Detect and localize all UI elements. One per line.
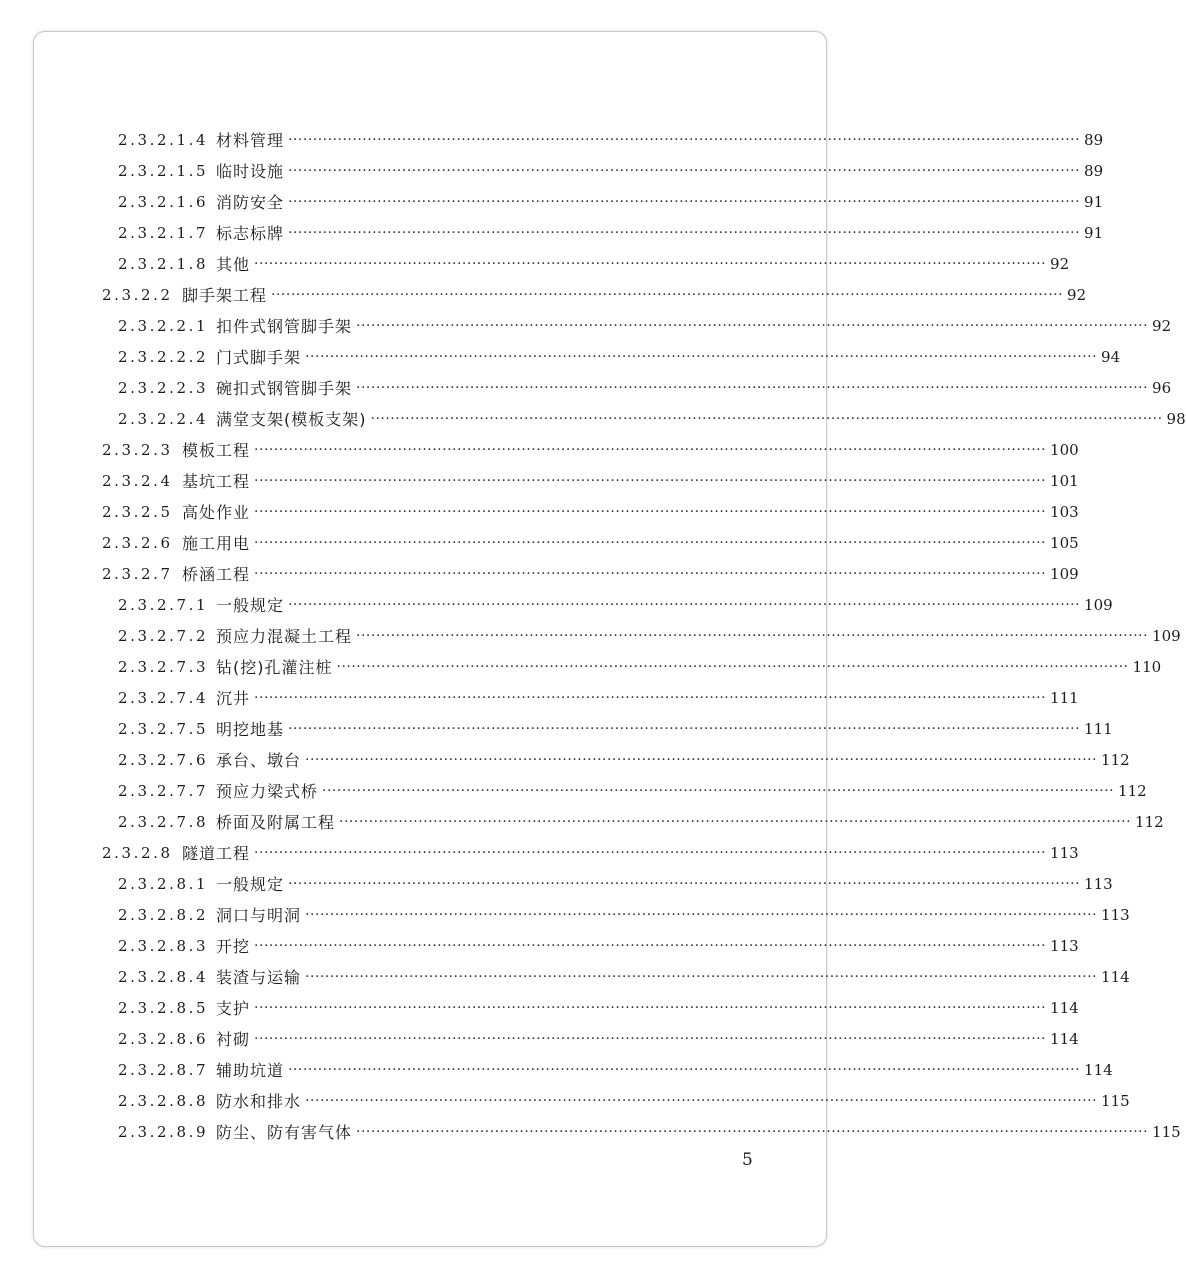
dot-leader: ································································································································································ bbox=[288, 193, 1081, 210]
dot-leader: ································································································································································ bbox=[254, 999, 1047, 1016]
toc-entry-page: 89 bbox=[1084, 130, 1104, 149]
toc-entry-number: 2.3.2.8.2 bbox=[118, 905, 209, 924]
toc-entry-page: 89 bbox=[1084, 161, 1104, 180]
toc-entry-title: 防水和排水 bbox=[216, 1092, 302, 1111]
toc-entry-number: 2.3.2.7 bbox=[102, 564, 173, 583]
toc-entry-number: 2.3.2.7.4 bbox=[118, 688, 209, 707]
toc-entry[interactable] bbox=[118, 744, 1130, 775]
toc-entry[interactable] bbox=[118, 775, 1147, 806]
dot-leader: ································································································································································ bbox=[254, 441, 1047, 458]
dot-leader: ································································································································································ bbox=[288, 1061, 1081, 1078]
toc-entry[interactable] bbox=[118, 372, 1172, 403]
toc-entry-title: 承台、墩台 bbox=[216, 751, 302, 770]
toc-entry-number: 2.3.2.8.5 bbox=[118, 998, 209, 1017]
toc-entry-page: 113 bbox=[1084, 874, 1113, 893]
toc-entry-page: 92 bbox=[1050, 254, 1070, 273]
toc-entry-number: 2.3.2.2.1 bbox=[118, 316, 209, 335]
toc-entry[interactable] bbox=[118, 899, 1130, 930]
toc-entry[interactable] bbox=[118, 186, 1104, 217]
toc-entry-number: 2.3.2.7.2 bbox=[118, 626, 209, 645]
toc-entry-page: 112 bbox=[1118, 781, 1147, 800]
toc-entry-number: 2.3.2.8.1 bbox=[118, 874, 209, 893]
toc-entry[interactable] bbox=[118, 589, 1113, 620]
toc-entry-page: 115 bbox=[1152, 1122, 1181, 1141]
toc-entry[interactable] bbox=[118, 248, 1070, 279]
dot-leader: ································································································································································ bbox=[288, 875, 1081, 892]
toc-entry-title: 施工用电 bbox=[182, 534, 251, 553]
toc-entry-page: 112 bbox=[1135, 812, 1164, 831]
toc-entry-page: 115 bbox=[1101, 1091, 1130, 1110]
toc-entry-title: 隧道工程 bbox=[182, 844, 251, 863]
dot-leader: ································································································································································ bbox=[271, 286, 1064, 303]
toc-entry[interactable] bbox=[118, 1023, 1079, 1054]
toc-entry[interactable] bbox=[118, 124, 1104, 155]
dot-leader: ································································································································································ bbox=[254, 689, 1047, 706]
toc-entry-number: 2.3.2.6 bbox=[102, 533, 173, 552]
toc-entry[interactable] bbox=[118, 806, 1164, 837]
toc-entry-page: 113 bbox=[1050, 936, 1079, 955]
toc-entry-number: 2.3.2.2 bbox=[102, 285, 173, 304]
toc-entry-title: 预应力梁式桥 bbox=[216, 782, 319, 801]
dot-leader: ································································································································································ bbox=[356, 1123, 1149, 1140]
dot-leader: ································································································································································ bbox=[288, 162, 1081, 179]
toc-entry-title: 基坑工程 bbox=[182, 472, 251, 491]
dot-leader: ································································································································································ bbox=[288, 720, 1081, 737]
toc-entry-page: 112 bbox=[1101, 750, 1130, 769]
toc-entry-page: 114 bbox=[1050, 1029, 1079, 1048]
dot-leader: ································································································································································ bbox=[254, 937, 1047, 954]
dot-leader: ································································································································································ bbox=[254, 534, 1047, 551]
toc-entry-page: 96 bbox=[1152, 378, 1172, 397]
toc-entry-title: 辅助坑道 bbox=[216, 1061, 285, 1080]
toc-entry-page: 109 bbox=[1050, 564, 1079, 583]
dot-leader: ································································································································································ bbox=[254, 844, 1047, 861]
toc-entry[interactable] bbox=[118, 1116, 1181, 1147]
toc-entry-page: 113 bbox=[1050, 843, 1079, 862]
toc-entry-number: 2.3.2.7.1 bbox=[118, 595, 209, 614]
toc-entry-page: 109 bbox=[1152, 626, 1181, 645]
toc-entry-title: 钻(挖)孔灌注桩 bbox=[216, 658, 333, 677]
toc-entry[interactable] bbox=[102, 279, 1087, 310]
dot-leader: ································································································································································ bbox=[356, 379, 1149, 396]
toc-entry-page: 98 bbox=[1166, 409, 1186, 428]
dot-leader: ································································································································································ bbox=[254, 255, 1047, 272]
toc-entry-page: 114 bbox=[1050, 998, 1079, 1017]
dot-leader: ································································································································································ bbox=[254, 472, 1047, 489]
toc-entry[interactable] bbox=[118, 620, 1181, 651]
toc-entry-page: 91 bbox=[1084, 223, 1104, 242]
toc-entry-title: 开挖 bbox=[216, 937, 251, 956]
toc-entry-title: 桥面及附属工程 bbox=[216, 813, 336, 832]
page-number: 5 bbox=[742, 1150, 753, 1170]
toc-entry-title: 桥涵工程 bbox=[182, 565, 251, 584]
toc-entry[interactable] bbox=[118, 1085, 1130, 1116]
toc-entry[interactable] bbox=[102, 837, 1079, 868]
toc-entry-page: 111 bbox=[1084, 719, 1113, 738]
toc-entry-number: 2.3.2.1.8 bbox=[118, 254, 209, 273]
toc-entry-page: 92 bbox=[1067, 285, 1087, 304]
toc-entry-title: 高处作业 bbox=[182, 503, 251, 522]
dot-leader: ································································································································································ bbox=[305, 968, 1098, 985]
toc-entry-number: 2.3.2.7.6 bbox=[118, 750, 209, 769]
toc-entry-title: 装渣与运输 bbox=[216, 968, 302, 987]
dot-leader: ································································································································································ bbox=[254, 503, 1047, 520]
toc-entry-page: 91 bbox=[1084, 192, 1104, 211]
toc-entry-page: 111 bbox=[1050, 688, 1079, 707]
toc-entry-title: 一般规定 bbox=[216, 596, 285, 615]
dot-leader: ································································································································································ bbox=[339, 813, 1132, 830]
toc-entry[interactable] bbox=[118, 682, 1079, 713]
toc-entry-title: 预应力混凝土工程 bbox=[216, 627, 353, 646]
toc-entry-page: 100 bbox=[1050, 440, 1079, 459]
toc-entry-title: 支护 bbox=[216, 999, 251, 1018]
toc-entry-number: 2.3.2.2.4 bbox=[118, 409, 209, 428]
toc-entry-title: 满堂支架(模板支架) bbox=[216, 410, 367, 429]
toc-entry[interactable] bbox=[118, 341, 1121, 372]
toc-entry-number: 2.3.2.1.5 bbox=[118, 161, 209, 180]
toc-entry[interactable] bbox=[102, 527, 1079, 558]
dot-leader: ································································································································································ bbox=[288, 224, 1081, 241]
toc-entry-page: 109 bbox=[1084, 595, 1113, 614]
toc-entry[interactable] bbox=[118, 713, 1113, 744]
dot-leader: ································································································································································ bbox=[288, 131, 1081, 148]
toc-entry-title: 明挖地基 bbox=[216, 720, 285, 739]
toc-entry-title: 扣件式钢管脚手架 bbox=[216, 317, 353, 336]
toc-entry[interactable] bbox=[118, 868, 1113, 899]
dot-leader: ································································································································································ bbox=[305, 751, 1098, 768]
toc-entry[interactable] bbox=[118, 1054, 1113, 1085]
dot-leader: ································································································································································ bbox=[370, 410, 1163, 427]
toc-entry-number: 2.3.2.8.6 bbox=[118, 1029, 209, 1048]
toc-entry-number: 2.3.2.3 bbox=[102, 440, 173, 459]
toc-entry-number: 2.3.2.4 bbox=[102, 471, 173, 490]
toc-entry-number: 2.3.2.8 bbox=[102, 843, 173, 862]
toc-entry-page: 113 bbox=[1101, 905, 1130, 924]
toc-entry-number: 2.3.2.7.8 bbox=[118, 812, 209, 831]
dot-leader: ································································································································································ bbox=[305, 348, 1098, 365]
toc-entry-title: 临时设施 bbox=[216, 162, 285, 181]
toc-entry[interactable] bbox=[118, 930, 1079, 961]
toc-entry-number: 2.3.2.1.7 bbox=[118, 223, 209, 242]
toc-entry[interactable] bbox=[118, 651, 1162, 682]
dot-leader: ································································································································································ bbox=[254, 1030, 1047, 1047]
dot-leader: ································································································································································ bbox=[254, 565, 1047, 582]
toc-entry-title: 材料管理 bbox=[216, 131, 285, 150]
toc-entry-number: 2.3.2.1.4 bbox=[118, 130, 209, 149]
toc-entry-title: 碗扣式钢管脚手架 bbox=[216, 379, 353, 398]
toc-entry-page: 114 bbox=[1101, 967, 1130, 986]
toc-entry-page: 103 bbox=[1050, 502, 1079, 521]
toc-entry-title: 沉井 bbox=[216, 689, 251, 708]
toc-entry-number: 2.3.2.2.2 bbox=[118, 347, 209, 366]
toc-entry-title: 一般规定 bbox=[216, 875, 285, 894]
toc-entry-page: 92 bbox=[1152, 316, 1172, 335]
toc-entry[interactable] bbox=[102, 465, 1079, 496]
toc-entry-page: 94 bbox=[1101, 347, 1121, 366]
toc-entry-page: 110 bbox=[1132, 657, 1162, 676]
toc-entry-number: 2.3.2.8.3 bbox=[118, 936, 209, 955]
dot-leader: ································································································································································ bbox=[305, 1092, 1098, 1109]
toc-entry-number: 2.3.2.2.3 bbox=[118, 378, 209, 397]
toc-entry[interactable] bbox=[102, 558, 1079, 589]
toc-entry-number: 2.3.2.1.6 bbox=[118, 192, 209, 211]
toc-entry-page: 105 bbox=[1050, 533, 1079, 552]
toc-entry[interactable] bbox=[118, 217, 1104, 248]
dot-leader: ································································································································································ bbox=[288, 596, 1081, 613]
toc-entry-number: 2.3.2.8.7 bbox=[118, 1060, 209, 1079]
toc-entry-page: 101 bbox=[1050, 471, 1079, 490]
toc-entry-title: 衬砌 bbox=[216, 1030, 251, 1049]
toc-entry-title: 消防安全 bbox=[216, 193, 285, 212]
toc-entry[interactable] bbox=[118, 992, 1079, 1023]
toc-entry-number: 2.3.2.5 bbox=[102, 502, 173, 521]
toc-entry-title: 模板工程 bbox=[182, 441, 251, 460]
toc-entry[interactable] bbox=[118, 155, 1104, 186]
toc-entry-page: 114 bbox=[1084, 1060, 1113, 1079]
toc-entry[interactable] bbox=[118, 310, 1172, 341]
toc-entry-number: 2.3.2.7.3 bbox=[118, 657, 209, 676]
toc-entry-title: 洞口与明洞 bbox=[216, 906, 302, 925]
toc-entry-number: 2.3.2.7.5 bbox=[118, 719, 209, 738]
dot-leader: ································································································································································ bbox=[356, 317, 1149, 334]
toc-entry-number: 2.3.2.8.9 bbox=[118, 1122, 209, 1141]
dot-leader: ································································································································································ bbox=[356, 627, 1149, 644]
toc-entry-title: 防尘、防有害气体 bbox=[216, 1123, 353, 1142]
toc-entry-number: 2.3.2.8.4 bbox=[118, 967, 209, 986]
dot-leader: ································································································································································ bbox=[336, 658, 1129, 675]
toc-entry-title: 门式脚手架 bbox=[216, 348, 302, 367]
dot-leader: ································································································································································ bbox=[305, 906, 1098, 923]
toc-entry-title: 其他 bbox=[216, 255, 251, 274]
toc-entry[interactable] bbox=[118, 403, 1186, 434]
toc-entry[interactable] bbox=[118, 961, 1130, 992]
toc-entry[interactable] bbox=[102, 434, 1079, 465]
toc-entry-number: 2.3.2.8.8 bbox=[118, 1091, 209, 1110]
dot-leader: ································································································································································ bbox=[322, 782, 1115, 799]
toc-entry-title: 标志标牌 bbox=[216, 224, 285, 243]
toc-entry[interactable] bbox=[102, 496, 1079, 527]
toc-entry-number: 2.3.2.7.7 bbox=[118, 781, 209, 800]
toc-entry-title: 脚手架工程 bbox=[182, 286, 268, 305]
